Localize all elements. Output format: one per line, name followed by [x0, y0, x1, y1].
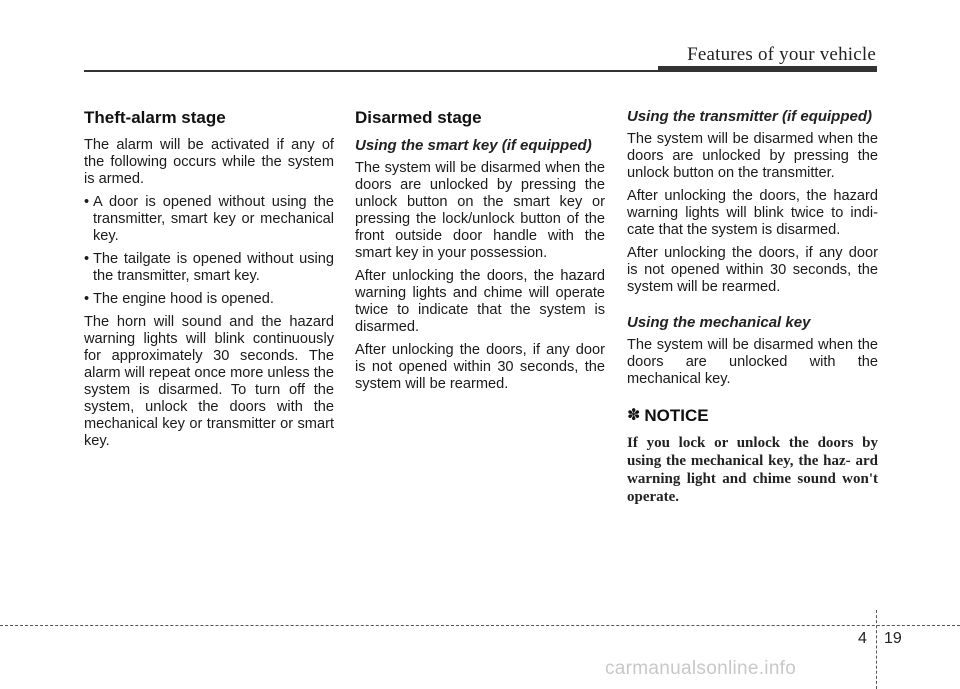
paragraph: After unlocking the doors, the hazard warning lights and chime will operate twice to indicate that the system is disarmed. [355, 268, 605, 335]
paragraph: After unlocking the doors, the hazard warning lights will blink twice to indi- cate that the system is disarmed. [627, 188, 878, 238]
sub-heading-mechanical-key: Using the mechanical key [627, 314, 811, 331]
asterisk-icon: ✽ [627, 407, 641, 424]
sub-heading-transmitter: Using the transmitter (if equipped) [627, 108, 873, 125]
header-rule [84, 70, 664, 72]
bullet-text: A door is opened without using the transmitter, smart key or mechanical key. [93, 194, 334, 244]
bullet-item [84, 251, 334, 285]
column-disarmed-stage [355, 108, 605, 399]
paragraph: The horn will sound and the hazard warning lights will blink continuously for approximately 30 seconds. The alarm will repeat once more unless the system is disarmed. To turn off the system, unlock the doors with the mechanical key or transmitter or smart key. [84, 314, 334, 449]
column-theft-alarm [84, 108, 334, 456]
section-heading-disarmed: Disarmed stage [355, 108, 482, 127]
bullet-icon: • [84, 291, 90, 307]
paragraph: After unlocking the doors, if any door is not opened within 30 seconds, the system will be rearmed. [627, 245, 878, 295]
footer-rule [0, 625, 960, 626]
bullet-item [84, 194, 334, 245]
paragraph: The alarm will be activated if any of the following occurs while the system is armed. [84, 137, 334, 187]
notice-label: NOTICE [644, 406, 709, 425]
bullet-icon: • [84, 194, 90, 210]
watermark: carmanualsonline.info [605, 658, 797, 679]
bullet-text: The engine hood is opened. [93, 291, 274, 307]
notice-heading [627, 406, 878, 426]
footer-divider [876, 610, 877, 689]
section-heading-theft-alarm: Theft-alarm stage [84, 108, 226, 127]
notice-text: If you lock or unlock the doors by using the mechanical key, the haz- ard warning light and chime sound won't operate. [627, 435, 878, 505]
paragraph: The system will be disarmed when the doors are unlocked by pressing the unlock button on the transmitter. [627, 131, 878, 181]
header-rule-accent [658, 66, 877, 72]
paragraph: The system will be disarmed when the doors are unlocked with the mechanical key. [627, 337, 878, 387]
paragraph: The system will be disarmed when the doors are unlocked by pressing the unlock button on the smart key or pressing the lock/unlock button of the front outside door handle with the smart key in your possession. [355, 160, 605, 261]
column-transmitter [627, 108, 878, 506]
page-number: 19 [884, 630, 902, 647]
bullet-item [84, 291, 334, 308]
sub-heading-smart-key: Using the smart key (if equipped) [355, 137, 592, 154]
bullet-text: The tailgate is opened without using the transmitter, smart key. [93, 251, 334, 284]
paragraph: After unlocking the doors, if any door is not opened within 30 seconds, the system will be rearmed. [355, 342, 605, 392]
bullet-icon: • [84, 251, 90, 267]
page-header-title: Features of your vehicle [687, 44, 876, 65]
bullet-list [84, 194, 334, 308]
chapter-number: 4 [858, 630, 867, 647]
